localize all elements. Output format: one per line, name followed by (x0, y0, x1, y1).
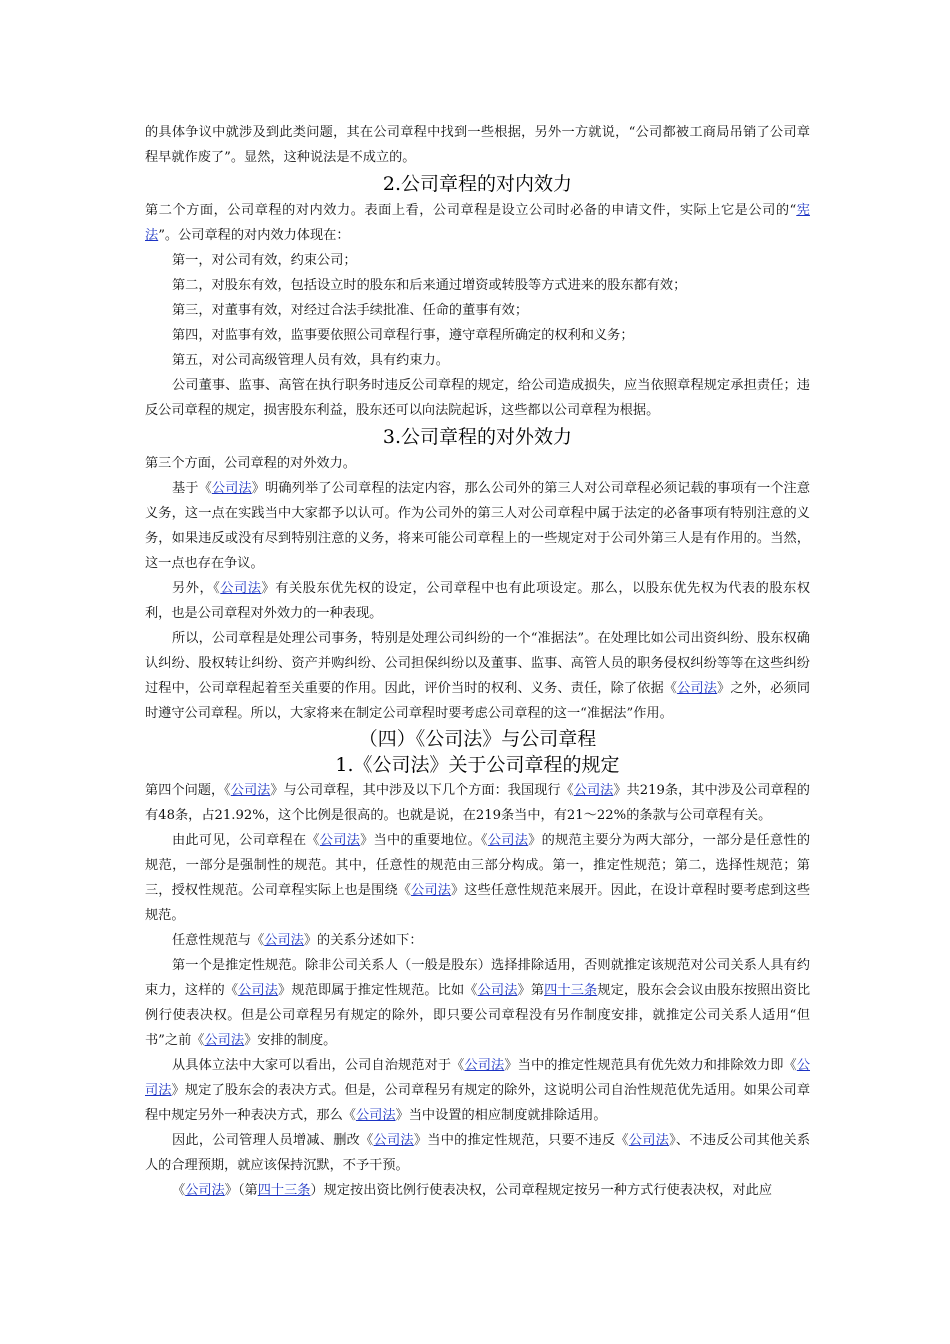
text-run: 第二个方面，公司章程的对内效力。表面上看，公司章程是设立公司时必备的申请文件，实际上它是公司的“ (145, 203, 797, 218)
section-heading (145, 423, 810, 451)
text-run: 》第 (517, 983, 545, 998)
text-run: 第一个是推定性规范。除非公司关系人（一般是股东）选择排除适用，否则就推定该规范对公司关系人具有约束力，这样的《 (145, 958, 810, 998)
heading-text: 3.公司章程的对外效力 (382, 426, 573, 448)
link-gongsifa[interactable]: 公司法 (211, 481, 252, 496)
text-run: 另外，《 (172, 581, 221, 596)
text-run: 》当中的推定性规范具有优先效力和排除效力即《 (504, 1058, 797, 1073)
section-heading (145, 170, 810, 198)
text-run: 》规定了股东会的表决方式。但是，公司章程另有规定的除外，这说明公司自治性规范优先适用。如果公司章程中规定另外一种表决方式，那么《 (145, 1083, 811, 1123)
text-run: 》之外，必须同时遵守公司章程。所以，大家将来在制定公司章程时要考虑公司章程的这一“准据法”作用。 (145, 681, 811, 721)
text-run: 》这些任意性规范来展开。因此，在设计章程时要考虑到这些规范。 (145, 883, 811, 923)
paragraph (145, 1178, 810, 1203)
text-run: 》共219条，其中涉及公司章程的有48条，占21.92%，这个比例是很高的。也就是说，在219条当中，有21～22%的条款与公司章程有关。 (145, 783, 810, 823)
text-run: 》当中的推定性规范，只要不违反《 (413, 1133, 629, 1148)
link-gongsifa[interactable]: 公司法 (373, 1133, 414, 1148)
text-run: 第一，对公司有效，约束公司； (172, 253, 357, 268)
link-gongsifa[interactable]: 公司法 (204, 1033, 245, 1048)
paragraph (145, 576, 810, 626)
text-run: 》、不违反公司其他关系人的合理预期，就应该保持沉默，不予干预。 (145, 1133, 811, 1173)
paragraph (145, 373, 810, 423)
text-run: 》（第 (224, 1183, 258, 1198)
section-heading (145, 726, 810, 752)
text-run: 因此，公司管理人员增减、删改《 (172, 1133, 374, 1148)
link-gongsifa[interactable]: 公司法 (464, 1058, 505, 1073)
heading-text: 1.《公司法》关于公司章程的规定 (335, 754, 620, 776)
paragraph (145, 348, 810, 373)
text-run: 》有关股东优先权的设定，公司章程中也有此项设定。那么，以股东优先权为代表的股东权利，也是公司章程对外效力的一种表现。 (145, 581, 811, 621)
paragraph (145, 248, 810, 273)
paragraph (145, 273, 810, 298)
link-article-43[interactable]: 四十三条 (544, 983, 598, 998)
link-gongsifa[interactable]: 公司法 (411, 883, 451, 898)
text-run: 》安排的制度。 (244, 1033, 337, 1048)
paragraph (145, 626, 810, 726)
paragraph (145, 451, 810, 476)
text-run: 第四，对监事有效，监事要依照公司章程行事，遵守章程所确定的权利和义务； (172, 328, 634, 343)
link-gongsifa[interactable]: 公司法 (264, 933, 304, 948)
link-gongsifa[interactable]: 公司法 (573, 783, 614, 798)
paragraph (145, 323, 810, 348)
text-run: 》规范即属于推定性规范。比如《 (278, 983, 478, 998)
paragraph (145, 120, 810, 170)
paragraph (145, 778, 810, 828)
link-gongsifa[interactable]: 公司法 (185, 1183, 225, 1198)
text-run: 第三，对董事有效，对经过合法手续批准、任命的董事有效； (172, 303, 529, 318)
text-run: 》的关系分述如下： (303, 933, 423, 948)
link-gongsifa[interactable]: 公司法 (220, 581, 262, 596)
text-run: 从具体立法中大家可以看出，公司自治规范对于《 (172, 1058, 465, 1073)
text-run: 第五，对公司高级管理人员有效，具有约束力。 (172, 353, 449, 368)
heading-text: 2.公司章程的对内效力 (382, 173, 573, 195)
text-run: 《 (172, 1183, 186, 1198)
link-xianfa[interactable]: 宪法 (145, 203, 810, 243)
paragraph (145, 828, 810, 928)
heading-text: （四）《公司法》与公司章程 (358, 728, 597, 750)
text-run: 第三个方面，公司章程的对外效力。 (145, 456, 356, 471)
link-gongsifa[interactable]: 公司法 (677, 681, 718, 696)
document-page (145, 120, 810, 1203)
text-run: 由此可见，公司章程在《 (172, 833, 320, 848)
paragraph (145, 1053, 810, 1128)
text-run: 》当中的重要地位。《 (360, 833, 488, 848)
text-run: 第二，对股东有效，包括设立时的股东和后来通过增资或转股等方式进来的股东都有效； (172, 278, 687, 293)
text-run: ）规定按出资比例行使表决权，公司章程规定按另一种方式行使表决权，对此应 (310, 1183, 773, 1198)
paragraph (145, 928, 810, 953)
link-gongsifa[interactable]: 公司法 (145, 1058, 811, 1098)
link-gongsifa[interactable]: 公司法 (238, 983, 279, 998)
paragraph (145, 1128, 810, 1178)
link-gongsifa[interactable]: 公司法 (356, 1108, 396, 1123)
link-gongsifa[interactable]: 公司法 (487, 833, 529, 848)
link-gongsifa[interactable]: 公司法 (477, 983, 518, 998)
text-run: 》明确列举了公司章程的法定内容，那么公司外的第三人对公司章程必须记载的事项有一个注意义务，这一点在实践当中大家都予以认可。作为公司外的第三人对公司章程中属于法定的必备事项有特别注意的义务，如果违反或没有尽到特别注意的义务，将来可能公司章程上的一些规定对于公司外第三人是有作用的。当然，这一点也存在争议。 (145, 481, 811, 571)
paragraph (145, 953, 810, 1053)
link-article-43[interactable]: 四十三条 (257, 1183, 311, 1198)
link-gongsifa[interactable]: 公司法 (319, 833, 361, 848)
text-run: 》与公司章程，其中涉及以下几个方面：我国现行《 (270, 783, 574, 798)
text-run: ”。公司章程的对内效力体现在： (158, 228, 350, 243)
text-run: 》的规范主要分为两大部分，一部分是任意性的规范，一部分是强制性的规范。其中，任意性的规范由三部分构成。第一，推定性规范；第二，选择性规范；第三，授权性规范。公司章程实际上也是围绕《 (145, 833, 811, 898)
link-gongsifa[interactable]: 公司法 (628, 1133, 670, 1148)
paragraph (145, 476, 810, 576)
text-run: 》当中设置的相应制度就排除适用。 (395, 1108, 607, 1123)
section-heading (145, 752, 810, 778)
text-run: 规定，股东会会议由股东按照出资比例行使表决权。但是公司章程另有规定的除外，即只要公司章程没有另作制度安排，就推定公司关系人适用“但书”之前《 (145, 983, 811, 1048)
paragraph (145, 198, 810, 248)
text-run: 基于《 (172, 481, 212, 496)
text-run: 第四个问题，《 (145, 783, 231, 798)
text-run: 任意性规范与《 (172, 933, 265, 948)
link-gongsifa[interactable]: 公司法 (230, 783, 271, 798)
text-run: 所以，公司章程是处理公司事务，特别是处理公司纠纷的一个“准据法”。在处理比如公司出资纠纷、股东权确认纠纷、股权转让纠纷、资产并购纠纷、公司担保纠纷以及董事、监事、高管人员的职务侵权纠纷等等在这些纠纷过程中，公司章程起着至关重要的作用。因此，评价当时的权利、义务、责任，除了依据《 (145, 631, 810, 696)
text-run: 的具体争议中就涉及到此类问题，其在公司章程中找到一些根据，另外一方就说，“公司都被工商局吊销了公司章程早就作废了”。显然，这种说法是不成立的。 (145, 125, 810, 165)
text-run: 公司董事、监事、高管在执行职务时违反公司章程的规定，给公司造成损失，应当依照章程规定承担责任；违反公司章程的规定，损害股东利益，股东还可以向法院起诉，这些都以公司章程为根据。 (145, 378, 810, 418)
paragraph (145, 298, 810, 323)
